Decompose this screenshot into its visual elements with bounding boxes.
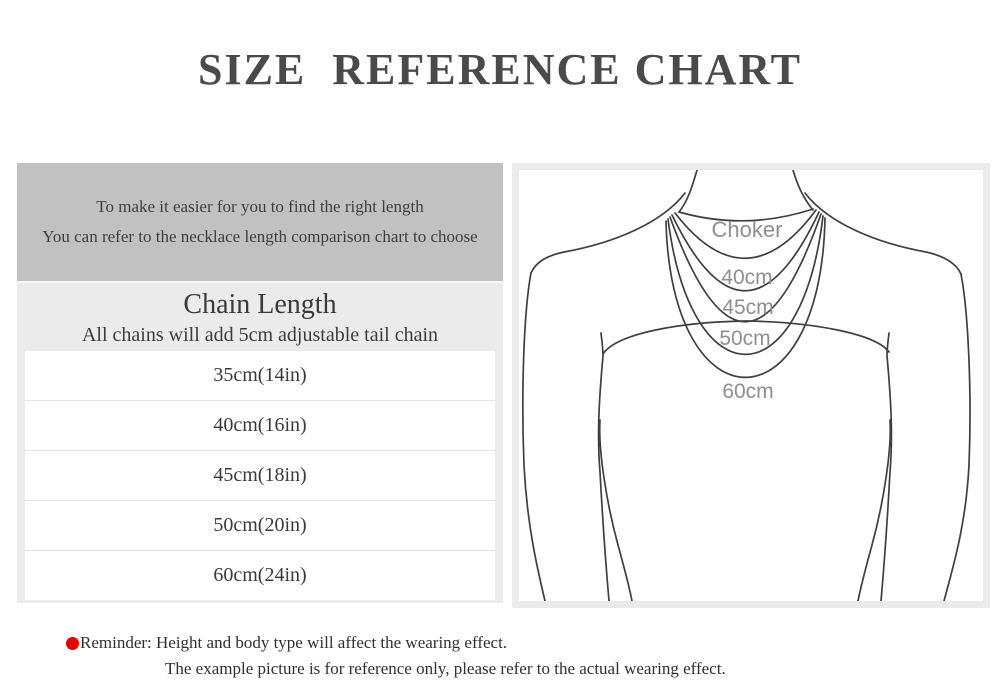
torso-left-line <box>600 420 632 601</box>
necklace-diagram-panel <box>512 163 990 608</box>
neck-left-line <box>679 170 697 212</box>
page-title: SIZE REFERENCE CHART <box>197 45 802 94</box>
intro-banner <box>17 163 503 283</box>
intro-line-2: You can refer to the necklace length comparison chart to choose <box>42 227 478 246</box>
intro-line-1: To make it easier for you to find the right length <box>96 197 424 216</box>
shoulder-right-line <box>805 193 961 274</box>
chain-length-body <box>17 283 503 600</box>
chain-length-heading: Chain Length <box>183 289 337 320</box>
size-row-45cm: 45cm(18in) <box>25 451 495 501</box>
arm-left-inner-line <box>599 333 609 601</box>
arm-right-outer-line <box>944 274 970 601</box>
label-45cm: 45cm <box>722 296 774 319</box>
necklace-length-diagram-image <box>519 170 983 601</box>
red-bullet-icon <box>66 637 79 650</box>
size-row-50cm: 50cm(20in) <box>25 501 495 551</box>
size-row-60cm: 60cm(24in) <box>25 551 495 600</box>
chain-length-panel <box>17 163 503 603</box>
size-row-40cm: 40cm(16in) <box>25 401 495 451</box>
shoulder-left-line <box>531 193 685 273</box>
neck-right-line <box>793 170 813 210</box>
arm-left-outer-line <box>523 273 545 601</box>
arm-right-inner-line <box>881 333 891 601</box>
label-40cm: 40cm <box>721 266 773 289</box>
label-50cm: 50cm <box>719 327 771 350</box>
reminder-note <box>66 632 726 680</box>
label-choker: Choker <box>711 217 783 242</box>
reminder-line-2: The example picture is for reference only, please refer to the actual wearing effect. <box>165 659 726 678</box>
chain-length-subheading: All chains will add 5cm adjustable tail chain <box>81 324 438 346</box>
torso-right-line <box>858 420 890 601</box>
reminder-line-1: Reminder: Height and body type will affect the wearing effect. <box>80 633 508 652</box>
size-row-35cm: 35cm(14in) <box>25 351 495 401</box>
label-60cm: 60cm <box>722 380 774 403</box>
size-table <box>25 351 495 600</box>
